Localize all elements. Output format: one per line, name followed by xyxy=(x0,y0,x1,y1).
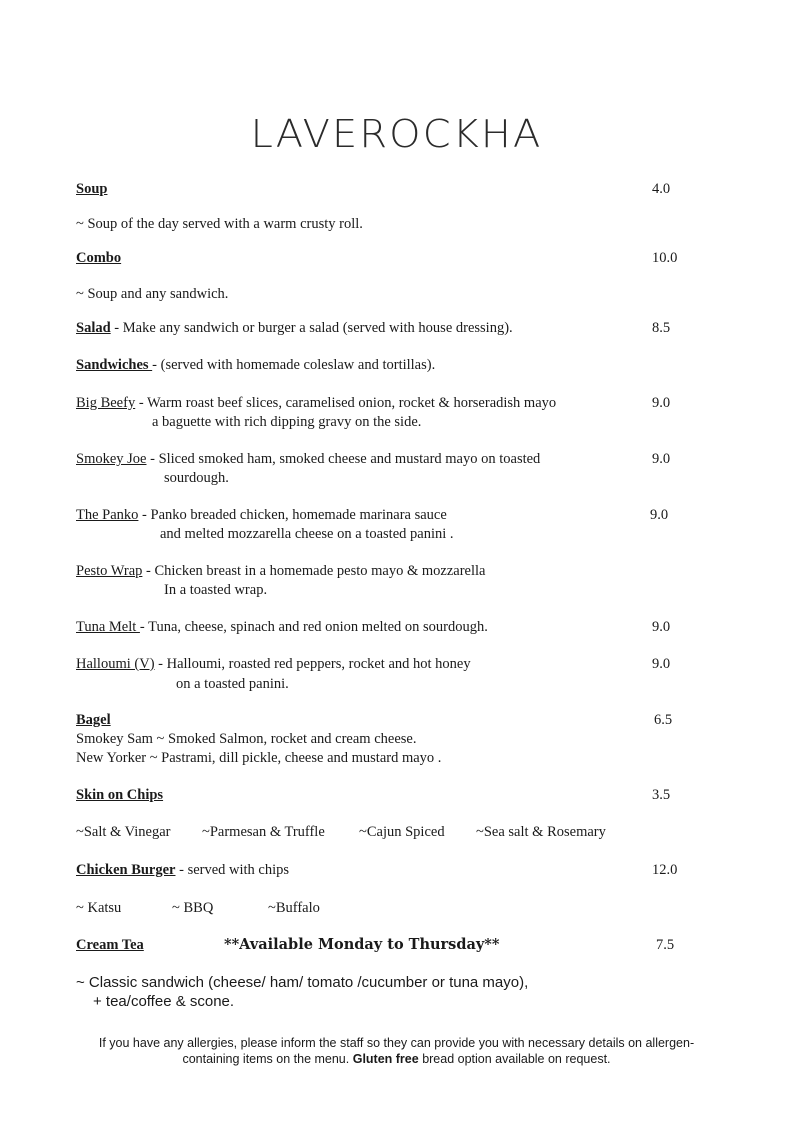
cream-tea-title: Cream Tea xyxy=(76,937,144,953)
soup-title: Soup xyxy=(76,181,108,197)
pesto-line xyxy=(76,563,485,580)
gluten-free-label: Gluten free xyxy=(352,1052,419,1066)
chips-price: 3.5 xyxy=(652,787,671,803)
combo-title: Combo xyxy=(76,250,122,266)
smokey-joe-price: 9.0 xyxy=(652,451,671,467)
gluten-free-text: bread option available on request. xyxy=(418,1052,611,1066)
cream-tea-line-1: ~ Classic sandwich (cheese/ ham/ tomato /cucumber or tuna mayo), xyxy=(76,974,529,991)
bagel-line-2: New Yorker ~ Pastrami, dill pickle, cheese and mustard mayo . xyxy=(76,750,442,766)
panko-desc-2: and melted mozzarella cheese on a toasted panini . xyxy=(160,526,454,542)
burger-option-1: ~ Katsu xyxy=(76,900,122,916)
halloumi-line xyxy=(76,656,471,673)
chips-option-1: ~Salt & Vinegar xyxy=(76,824,171,840)
pesto-name: Pesto Wrap xyxy=(76,563,143,579)
sandwiches-desc: - (served with homemade coleslaw and tortillas). xyxy=(152,357,436,373)
halloumi-price: 9.0 xyxy=(652,656,671,672)
chips-option-3: ~Cajun Spiced xyxy=(359,824,445,840)
salad-title: Salad xyxy=(76,320,111,336)
chips-option-4: ~Sea salt & Rosemary xyxy=(476,824,606,840)
chips-title: Skin on Chips xyxy=(76,787,164,803)
bagel-price: 6.5 xyxy=(654,712,673,728)
big-beefy-desc: - Warm roast beef slices, caramelised onion, rocket & horseradish mayo xyxy=(135,395,557,411)
pesto-desc: - Chicken breast in a homemade pesto mayo & mozzarella xyxy=(142,563,486,579)
salad-desc: - Make any sandwich or burger a salad (served with house dressing). xyxy=(110,320,513,336)
soup-desc: ~ Soup of the day served with a warm crusty roll. xyxy=(76,216,363,232)
bagel-line-1: Smokey Sam ~ Smoked Salmon, rocket and cream cheese. xyxy=(76,731,417,747)
chips-option-2: ~Parmesan & Truffle xyxy=(202,824,325,840)
pesto-desc-2: In a toasted wrap. xyxy=(164,582,268,598)
big-beefy-line xyxy=(76,395,556,412)
burger-desc: - served with chips xyxy=(175,862,290,878)
big-beefy-desc-2: a baguette with rich dipping gravy on the side. xyxy=(152,414,422,430)
big-beefy-name: Big Beefy xyxy=(76,395,136,411)
burger-line xyxy=(76,862,289,879)
combo-desc: ~ Soup and any sandwich. xyxy=(76,286,229,302)
tuna-price: 9.0 xyxy=(652,619,671,635)
halloumi-name: Halloumi (V) xyxy=(76,656,155,672)
cream-tea-price: 7.5 xyxy=(656,937,675,953)
burger-price: 12.0 xyxy=(652,862,678,878)
sandwiches-title: Sandwiches xyxy=(76,357,153,373)
soup-price: 4.0 xyxy=(652,181,671,197)
cream-tea-line-2: + tea/coffee & scone. xyxy=(93,993,235,1010)
halloumi-desc: - Halloumi, roasted red peppers, rocket and hot honey xyxy=(154,656,471,672)
allergen-notice xyxy=(0,1035,793,1067)
salad-line xyxy=(76,320,513,337)
combo-price: 10.0 xyxy=(652,250,678,266)
bagel-title: Bagel xyxy=(76,712,111,728)
big-beefy-price: 9.0 xyxy=(652,395,671,411)
panko-price: 9.0 xyxy=(650,507,669,523)
salad-price: 8.5 xyxy=(652,320,671,336)
smokey-joe-desc-2: sourdough. xyxy=(164,470,229,486)
burger-option-2: ~ BBQ xyxy=(172,900,214,916)
smokey-joe-desc: - Sliced smoked ham, smoked cheese and mustard mayo on toasted xyxy=(146,451,541,467)
burger-title: Chicken Burger xyxy=(76,862,176,878)
panko-name: The Panko xyxy=(76,507,139,523)
tuna-name: Tuna Melt xyxy=(76,619,140,635)
smokey-joe-name: Smokey Joe xyxy=(76,451,147,467)
halloumi-desc-2: on a toasted panini. xyxy=(176,676,289,692)
burger-option-3: ~Buffalo xyxy=(268,900,320,916)
tuna-line xyxy=(76,619,488,636)
panko-desc: - Panko breaded chicken, homemade marinara sauce xyxy=(138,507,447,523)
sandwiches-line xyxy=(76,357,435,374)
brand-logo: LAVEROCKHA xyxy=(250,112,543,156)
tuna-desc: - Tuna, cheese, spinach and red onion melted on sourdough. xyxy=(139,619,488,635)
panko-line xyxy=(76,507,447,524)
smokey-joe-line xyxy=(76,451,540,468)
cream-tea-availability: **Available Monday to Thursday** xyxy=(224,936,500,953)
allergen-text: If you have any allergies, please inform the staff so they can provide you with necessary details on allergen-containing items on the menu. xyxy=(98,1036,695,1066)
